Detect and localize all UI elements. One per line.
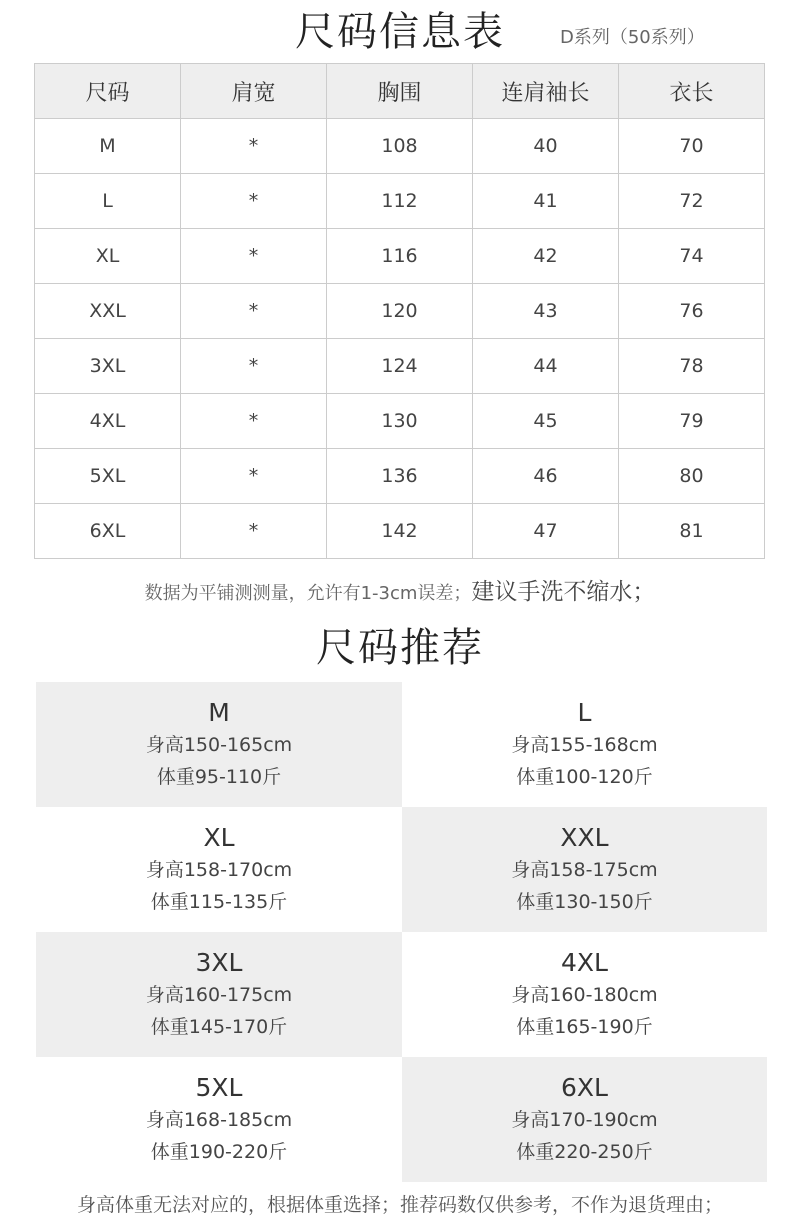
table-cell-chest: 142 <box>327 504 473 559</box>
table-cell-chest: 120 <box>327 284 473 339</box>
table-cell-size: 6XL <box>35 504 181 559</box>
table-cell-chest: 130 <box>327 394 473 449</box>
table-row <box>35 229 765 284</box>
recommend-weight: 体重190-220斤 <box>150 1140 288 1163</box>
recommend-weight: 体重145-170斤 <box>150 1015 288 1038</box>
recommend-weight: 体重220-250斤 <box>516 1140 653 1163</box>
recommend-title: 尺码推荐 <box>316 625 484 671</box>
column-header-chest: 胸围 <box>327 64 473 119</box>
table-cell-sleeve: 45 <box>473 394 619 449</box>
recommend-height: 身高158-170cm <box>145 858 293 881</box>
table-row <box>35 119 765 174</box>
table-cell-length: 79 <box>619 394 765 449</box>
recommend-weight: 体重95-110斤 <box>156 765 282 788</box>
table-cell-length: 76 <box>619 284 765 339</box>
table-header-row <box>35 64 765 119</box>
recommend-weight: 体重165-190斤 <box>516 1015 653 1038</box>
recommend-size: 6XL <box>561 1072 608 1102</box>
table-cell-sleeve: 41 <box>473 174 619 229</box>
column-header-sleeve: 连肩袖长 <box>473 64 619 119</box>
table-row <box>35 449 765 504</box>
table-cell-chest: 116 <box>327 229 473 284</box>
table-cell-size: M <box>35 119 181 174</box>
table-cell-chest: 136 <box>327 449 473 504</box>
table-row <box>35 284 765 339</box>
recommend-card <box>36 682 402 807</box>
table-cell-sleeve: 46 <box>473 449 619 504</box>
table-cell-length: 80 <box>619 449 765 504</box>
recommend-size: M <box>208 697 230 727</box>
table-cell-length: 74 <box>619 229 765 284</box>
recommend-card <box>36 1057 402 1182</box>
table-cell-size: 3XL <box>35 339 181 394</box>
footer-disclaimer: 身高体重无法对应的，根据体重选择；推荐码数仅供参考，不作为退货理由； <box>76 1194 723 1216</box>
table-row <box>35 394 765 449</box>
table-cell-sleeve: 42 <box>473 229 619 284</box>
table-cell-length: 72 <box>619 174 765 229</box>
table-cell-size: L <box>35 174 181 229</box>
table-cell-chest: 112 <box>327 174 473 229</box>
measurement-note-text: 数据为平铺测测量，允许有1-3cm误差； <box>144 583 472 604</box>
wash-note-text: 建议手洗不缩水； <box>471 579 656 605</box>
size-table <box>34 63 765 559</box>
page-title: 尺码信息表 <box>295 9 505 55</box>
table-cell-shoulder: * <box>181 504 327 559</box>
recommend-size: 3XL <box>195 947 243 977</box>
table-cell-chest: 124 <box>327 339 473 394</box>
recommend-card <box>402 682 767 807</box>
table-cell-shoulder: * <box>181 229 327 284</box>
recommend-card <box>36 932 402 1057</box>
table-cell-size: XXL <box>35 284 181 339</box>
recommend-size: 5XL <box>195 1072 243 1102</box>
recommend-height: 身高160-180cm <box>511 983 658 1006</box>
recommend-size: 4XL <box>561 947 608 977</box>
table-cell-size: 5XL <box>35 449 181 504</box>
table-cell-shoulder: * <box>181 394 327 449</box>
recommend-height: 身高150-165cm <box>145 733 293 756</box>
measurement-note <box>0 575 800 611</box>
recommend-height: 身高168-185cm <box>145 1108 293 1131</box>
table-cell-shoulder: * <box>181 284 327 339</box>
table-cell-sleeve: 40 <box>473 119 619 174</box>
table-cell-shoulder: * <box>181 119 327 174</box>
recommend-weight: 体重130-150斤 <box>516 890 653 913</box>
recommend-card <box>402 807 767 932</box>
recommend-weight: 体重100-120斤 <box>516 765 653 788</box>
table-row <box>35 504 765 559</box>
table-cell-shoulder: * <box>181 449 327 504</box>
column-header-length: 衣长 <box>619 64 765 119</box>
table-cell-length: 70 <box>619 119 765 174</box>
recommend-height: 身高170-190cm <box>511 1108 658 1131</box>
table-row <box>35 174 765 229</box>
table-cell-sleeve: 44 <box>473 339 619 394</box>
recommend-size: XL <box>203 822 235 852</box>
recommend-size: XXL <box>560 822 609 852</box>
column-header-shoulder: 肩宽 <box>181 64 327 119</box>
table-cell-chest: 108 <box>327 119 473 174</box>
recommend-weight: 体重115-135斤 <box>150 890 288 913</box>
recommend-card <box>402 932 767 1057</box>
title-row <box>0 0 800 62</box>
recommend-height: 身高155-168cm <box>511 733 658 756</box>
recommend-grid <box>36 682 767 1182</box>
recommend-size: L <box>577 697 592 727</box>
series-label: D系列（50系列） <box>560 27 705 48</box>
table-cell-shoulder: * <box>181 339 327 394</box>
table-cell-shoulder: * <box>181 174 327 229</box>
table-cell-size: 4XL <box>35 394 181 449</box>
table-cell-length: 81 <box>619 504 765 559</box>
table-cell-sleeve: 43 <box>473 284 619 339</box>
table-cell-size: XL <box>35 229 181 284</box>
table-row <box>35 339 765 394</box>
table-cell-length: 78 <box>619 339 765 394</box>
recommend-card <box>402 1057 767 1182</box>
recommend-card <box>36 807 402 932</box>
table-cell-sleeve: 47 <box>473 504 619 559</box>
recommend-height: 身高160-175cm <box>145 983 293 1006</box>
recommend-height: 身高158-175cm <box>511 858 658 881</box>
column-header-size: 尺码 <box>35 64 181 119</box>
